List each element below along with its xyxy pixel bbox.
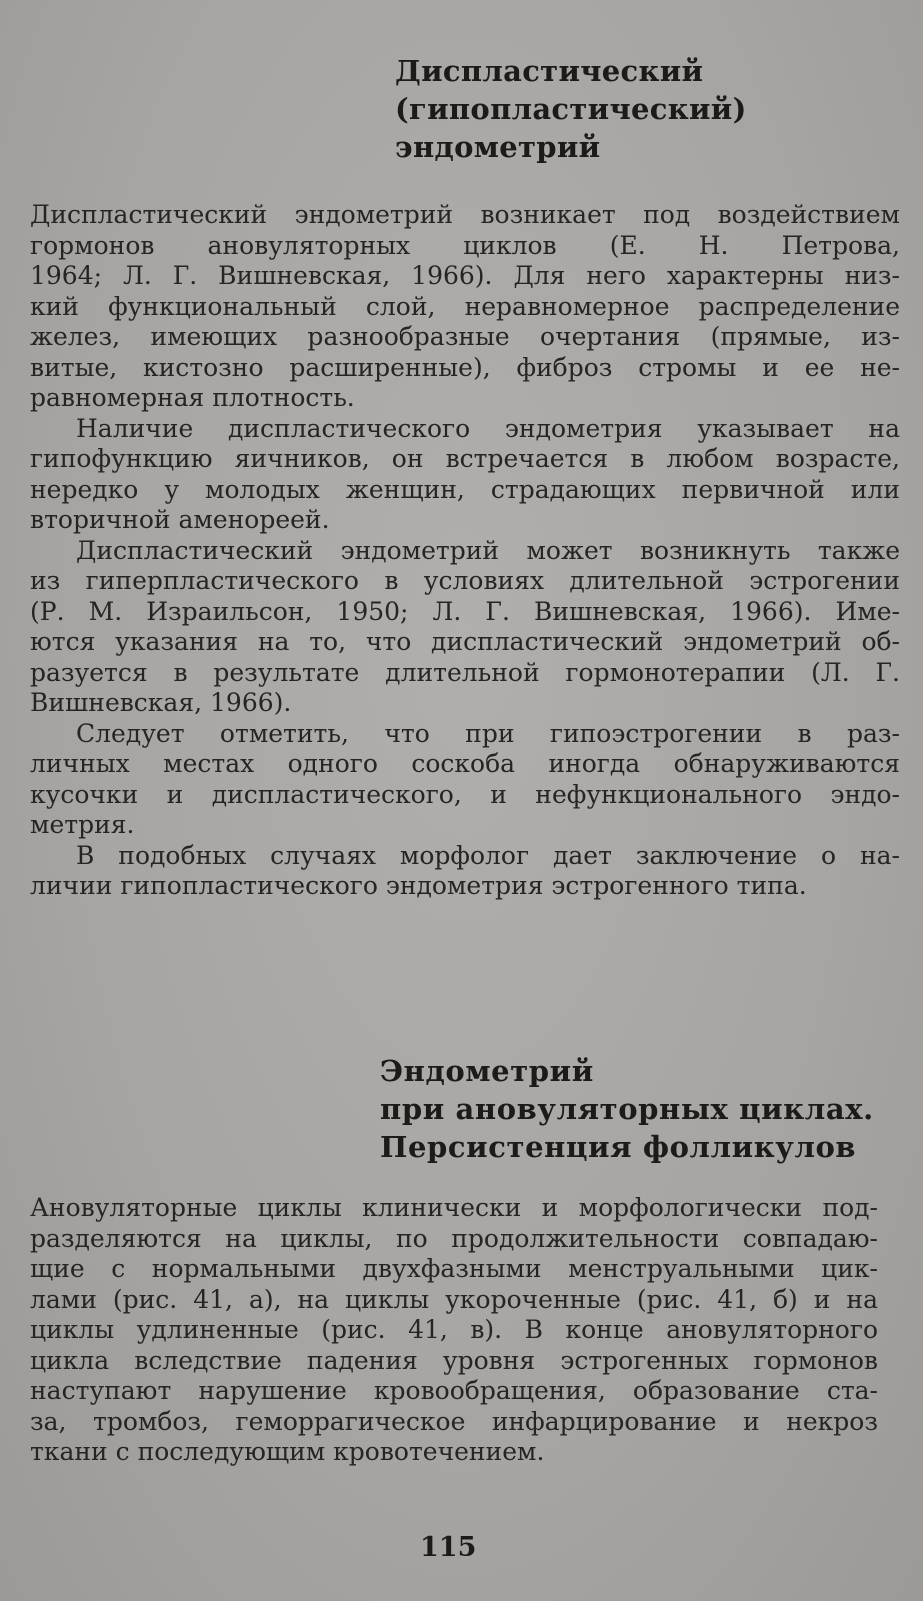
- text-line: метрия.: [30, 810, 135, 839]
- paragraph: [30, 414, 900, 536]
- text-line: циклы удлиненные (рис. 41, в). В конце ановуляторного: [30, 1315, 878, 1344]
- text-line: равномерная плотность.: [30, 383, 355, 412]
- text-line: личных местах одного соскоба иногда обнаруживаются: [30, 749, 900, 778]
- heading-line: (гипопластический): [395, 92, 747, 126]
- text-line: вторичной аменореей.: [30, 505, 330, 534]
- text-line: личии гипопластического эндометрия эстрогенного типа.: [30, 871, 807, 900]
- paragraph: [30, 536, 900, 719]
- text-line: лами (рис. 41, а), на циклы укороченные (рис. 41, б) и на: [30, 1284, 878, 1314]
- text-line: разуется в результате длительной гормонотерапии (Л. Г.: [30, 657, 900, 687]
- text-line: гормонов ановуляторных циклов (Е. Н. Петрова,: [30, 230, 900, 260]
- paragraph: [30, 1193, 878, 1468]
- text-line: В подобных случаях морфолог дает заключение о на-: [76, 840, 900, 870]
- text-line: 1964; Л. Г. Вишневская, 1966). Для него характерны низ-: [30, 261, 900, 290]
- section-2-heading: [380, 1052, 874, 1166]
- heading-line: при ановуляторных циклах.: [380, 1092, 874, 1126]
- text-line: ются указания на то, что диспластический эндометрий об-: [30, 627, 900, 656]
- text-line: Ановуляторные циклы клинически и морфологически под-: [30, 1193, 878, 1222]
- text-line: из гиперпластического в условиях длительной эстрогении: [30, 566, 900, 595]
- heading-line: Диспластический: [395, 54, 704, 88]
- heading-line: Персистенция фолликулов: [380, 1130, 857, 1164]
- text-line: цикла вследствие падения уровня эстрогенных гормонов: [30, 1345, 878, 1375]
- text-line: (Р. М. Израильсон, 1950; Л. Г. Вишневская, 1966). Име-: [30, 596, 900, 626]
- text-line: щие с нормальными двухфазными менструальными цик-: [30, 1254, 878, 1283]
- paragraph: [30, 841, 900, 902]
- text-line: Вишневская, 1966).: [30, 688, 292, 717]
- text-line: кий функциональный слой, неравномерное распределение: [30, 291, 900, 321]
- section-2-body: [30, 1193, 878, 1468]
- heading-line: Эндометрий: [380, 1054, 594, 1088]
- section-1-heading: [395, 52, 747, 166]
- text-line: Следует отметить, что при гипоэстрогении в раз-: [76, 718, 900, 748]
- section-1-body: [30, 200, 900, 902]
- paragraph: [30, 719, 900, 841]
- text-line: нередко у молодых женщин, страдающих первичной или: [30, 474, 900, 504]
- text-line: ткани с последующим кровотечением.: [30, 1437, 545, 1466]
- text-line: наступают нарушение кровообращения, образование ста-: [30, 1376, 878, 1405]
- text-line: разделяются на циклы, по продолжительности совпадаю-: [30, 1223, 878, 1253]
- text-line: Наличие диспластического эндометрия указывает на: [76, 413, 900, 443]
- paragraph: [30, 200, 900, 414]
- text-line: Диспластический эндометрий может возникнуть также: [76, 535, 900, 565]
- page-number: 115: [420, 1532, 477, 1563]
- text-line: кусочки и диспластического, и нефункционального эндо-: [30, 779, 900, 809]
- text-line: витые, кистозно расширенные), фиброз стромы и ее не-: [30, 352, 900, 382]
- heading-line: эндометрий: [395, 130, 601, 164]
- text-line: желез, имеющих разнообразные очертания (прямые, из-: [30, 322, 900, 351]
- text-line: за, тромбоз, геморрагическое инфарцирование и некроз: [30, 1406, 878, 1436]
- text-line: гипофункцию яичников, он встречается в любом возрасте,: [30, 444, 900, 473]
- text-line: Диспластический эндометрий возникает под воздействием: [30, 200, 900, 229]
